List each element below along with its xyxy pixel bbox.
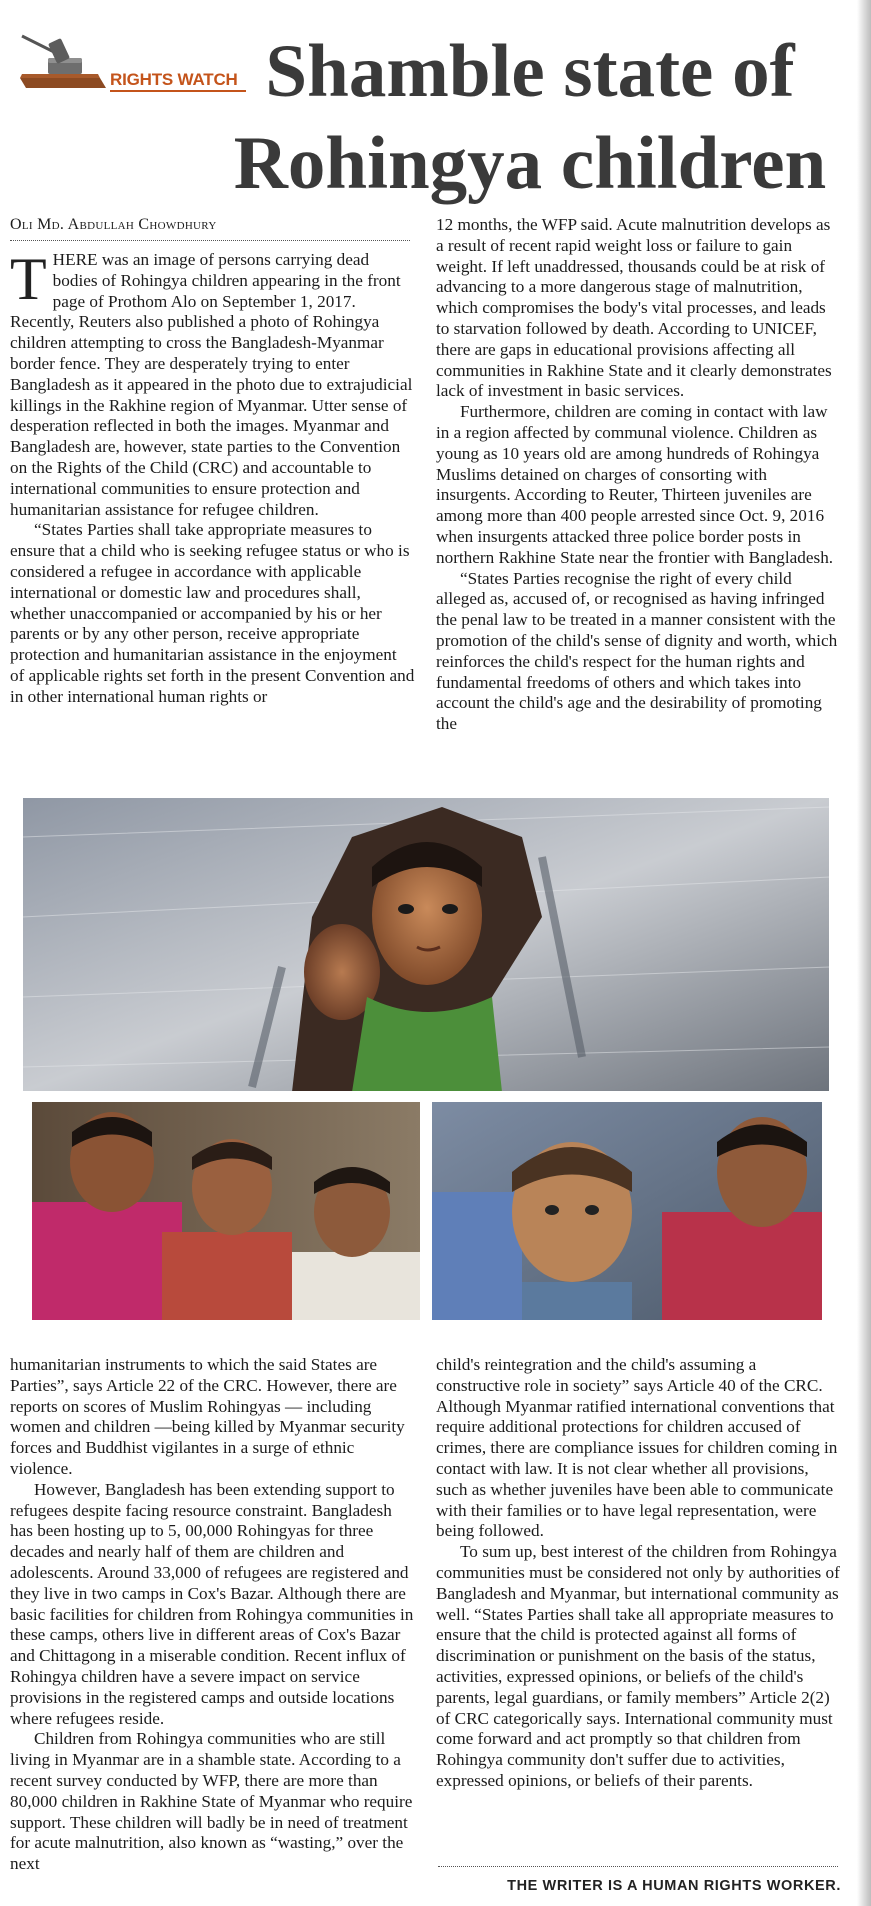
headline-line-2: Rohingya children: [233, 122, 827, 205]
gavel-icon: [18, 30, 113, 90]
byline: Oli Md. Abdullah Chowdhury: [10, 216, 217, 233]
column-3: [10, 1355, 415, 1875]
paragraph: “States Parties recognise the right of every child alleged as, accused of, or recognised as having infringed the penal law to be treated in a manner consistent with the promotion of the child's sense of dignity and worth, which reinforces the child's respect for the human rights and fundamental freedoms of others and which takes into account the child's age and the desirability of promoting the: [436, 568, 838, 734]
paragraph: “States Parties shall take appropriate measures to ensure that a child who is seeking refugee status or who is considered a refugee in accordance with applicable international or domestic law and procedures shall, whether unaccompanied or accompanied by his or her parents or by any other person, receive appropriate protection and humanitarian assistance in the enjoyment of applicable rights set forth in the present Convention and in other international human rights or: [10, 520, 415, 706]
paragraph: child's reintegration and the child's assuming a constructive role in society” says Article 40 of the CRC. Although Myanmar ratified international conventions that require additional protections for children accused of crimes, there are compliance issues for children coming in contact with law. It is not clear whether all provisions, such as whether juveniles have been able to communicate with their families or to have legal representation, were being followed.: [436, 1355, 838, 1541]
paragraph: humanitarian instruments to which the said States are Parties”, says Article 22 of the CRC. However, there are reports on scores of Muslim Rohingyas — including women and children —being killed by Myanmar security forces and Buddhist vigilantes in a surge of ethnic violence.: [10, 1355, 405, 1478]
section-logo: [18, 30, 238, 96]
column-1: [10, 246, 415, 708]
top-photo: [22, 797, 830, 1092]
headline: [215, 26, 845, 210]
footer-divider: [438, 1866, 838, 1867]
page-edge-shadow: [857, 0, 871, 1906]
paragraph: To sum up, best interest of the children from Rohingya communities must be considered not only by authorities of Bangladesh and Myanmar, but international community as well. “States Parties shall take all appropriate measures to ensure that the child is protected against all forms of discrimination or punishment on the basis of the status, activities, expressed opinions, or beliefs of the child's parents, legal guardians, or family members” Article 2(2) of CRC categorically says. International community must come forward and act promptly so that children from Rohingya community don't suffer due to activities, expressed opinions, or beliefs of their parents.: [436, 1542, 840, 1790]
bottom-left-photo: [32, 1102, 420, 1320]
paragraph: 12 months, the WFP said. Acute malnutrition develops as a result of recent rapid weight loss or failure to gain weight. If left unaddressed, thousands could be at risk of advancing to a more dangerous stage of malnutrition, which compromises the body's vital processes, and leads to starvation followed by death. According to UNICEF, there are gaps in educational provisions affecting all communities in Rakhine State and it clearly demonstrates lack of investment in basic services.: [436, 215, 832, 401]
writer-note: THE WRITER IS A HUMAN RIGHTS WORKER.: [507, 1878, 841, 1894]
drop-cap: T: [10, 246, 47, 312]
bottom-right-photo: [432, 1102, 822, 1320]
section-label: RIGHTS WATCH: [110, 70, 238, 89]
paragraph: THERE was an image of persons carrying dead bodies of Rohingya children appearing in the front page of Prothom Alo on September 1, 2017. Recently, Reuters also published a photo of Rohingya children attempting to cross the Bangladesh-Myanmar border fence. They are desperately trying to enter Bangladesh as it appeared in the photo due to extrajudicial killings in the Rakhine region of Myanmar. Utter sense of desperation reflected in both the images. Myanmar and Bangladesh are, however, state parties to the Convention on the Rights of the Child (CRC) and accountable to international communities to ensure protection and humanitarian assistance for refugee children.: [10, 246, 413, 519]
column-4: [436, 1355, 841, 1792]
paragraph: Furthermore, children are coming in contact with law in a region affected by communal violence. Children as young as 10 years old are among hundreds of Rohingya Muslims detained on charges of consorting with insurgents. According to Reuter, Thirteen juveniles are among more than 400 people arrested since Oct. 9, 2016 when insurgents attacked three police border posts in northern Rakhine State near the frontier with Bangladesh.: [436, 402, 834, 567]
headline-line-1: Shamble state of: [265, 30, 795, 113]
byline-divider: [10, 240, 410, 241]
column-2: [436, 215, 841, 735]
paragraph: Children from Rohingya communities who are still living in Myanmar are in a shamble state. According to a recent survey conducted by WFP, there are more than 80,000 children in Rakhine State of Myanmar who require support. These children will badly be in need of treatment for acute malnutrition, also known as “wasting,” over the next: [10, 1729, 413, 1874]
paragraph: However, Bangladesh has been extending support to refugees despite facing resource constraint. Bangladesh has been hosting up to 5, 00,000 Rohingyas for three decades and nearly half of them are children and adolescents. Around 33,000 of refugees are registered and they live in two camps in Cox's Bazar. Although there are basic facilities for children from Rohingya communities in these camps, others live in different areas of Cox's Bazar and Chittagong in a miserable condition. Recent influx of Rohingya children have a severe impact on service provisions in the registered camps and outside locations where refugees reside.: [10, 1479, 414, 1728]
